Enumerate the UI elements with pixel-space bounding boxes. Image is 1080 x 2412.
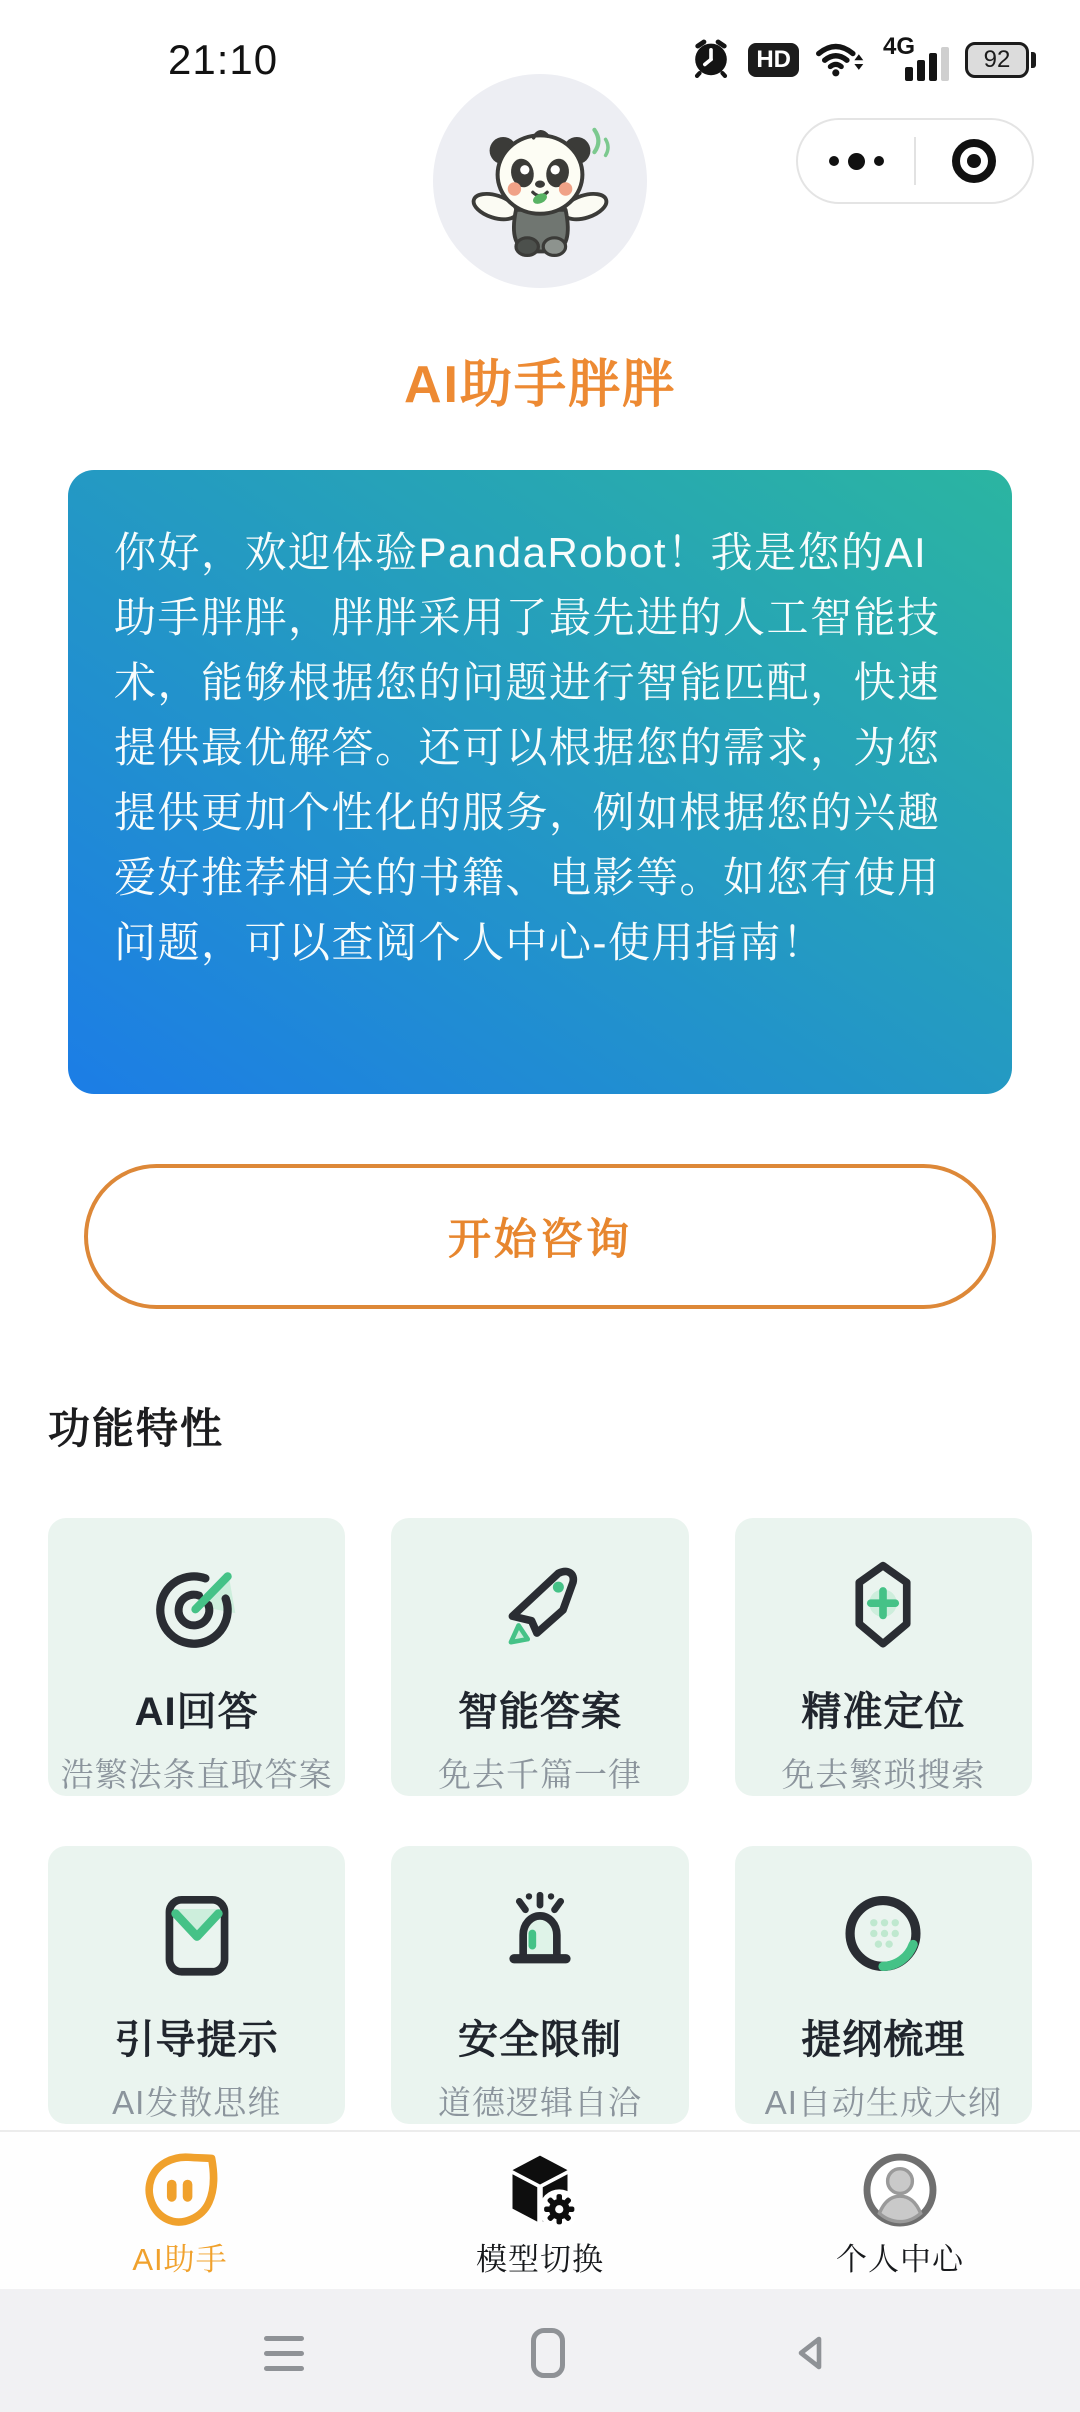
feature-title: 安全限制 — [457, 2018, 622, 2062]
more-dots-icon[interactable] — [798, 120, 914, 202]
wifi-icon — [815, 37, 867, 84]
tab-ai-assistant[interactable] — [0, 2132, 360, 2289]
welcome-text: 你好，欢迎体验PandaRobot！我是您的AI助手胖胖，胖胖采用了最先进的人工智能技术，能够根据您的问题进行智能匹配，快速提供最优解答。还可以根据您的需求，为您提供更加个性化的服务，例如根据您的兴趣爱好推荐相关的书籍、电影等。如您有使用问题，可以查阅个人中心-使用指南！ — [114, 529, 941, 966]
feature-card-outline[interactable] — [735, 1846, 1032, 2124]
target-dot-icon[interactable] — [916, 120, 1032, 202]
feature-card-smart-answer[interactable] — [391, 1518, 688, 1796]
target-pencil-icon — [141, 1558, 253, 1656]
tab-bar — [0, 2130, 1080, 2289]
avatar — [433, 74, 647, 288]
back-icon[interactable] — [786, 2327, 838, 2379]
feature-title: 精准定位 — [801, 1690, 966, 1734]
home-icon[interactable] — [522, 2327, 574, 2379]
cube-gear-icon — [496, 2146, 584, 2234]
feature-subtitle: 道德逻辑自洽 — [437, 2084, 642, 2121]
signal-bars — [883, 33, 949, 83]
feature-subtitle: AI自动生成大纲 — [764, 2084, 1002, 2121]
feature-card-safety-limit[interactable] — [391, 1846, 688, 2124]
alarm-clock-icon — [690, 37, 732, 84]
android-nav-bar — [0, 2289, 1080, 2412]
miniprogram-capsule — [796, 118, 1034, 204]
outline-circle-icon — [827, 1886, 939, 1984]
feature-card-ai-answer[interactable] — [48, 1518, 345, 1796]
feature-subtitle: 浩繁法条直取答案 — [60, 1756, 333, 1793]
clock-time: 21:10 — [168, 36, 279, 83]
paper-rocket-icon — [484, 1558, 596, 1656]
feature-title: 智能答案 — [457, 1690, 622, 1734]
features-grid — [48, 1518, 1032, 2124]
user-circle-icon — [856, 2146, 944, 2234]
tab-label: 模型切换 — [476, 2242, 604, 2277]
feature-card-precise-locate[interactable] — [735, 1518, 1032, 1796]
recents-icon[interactable] — [258, 2327, 310, 2379]
hexagon-plus-icon — [827, 1558, 939, 1656]
feature-subtitle: 免去千篇一律 — [437, 1756, 642, 1793]
page-title: AI助手胖胖 — [403, 356, 676, 414]
envelope-check-icon — [141, 1886, 253, 1984]
battery-icon — [965, 42, 1036, 78]
start-consult-button[interactable] — [84, 1164, 996, 1309]
siren-icon — [484, 1886, 596, 1984]
tab-model-switch[interactable] — [360, 2132, 720, 2289]
feature-subtitle: 免去繁琐搜索 — [781, 1756, 986, 1793]
tab-personal-center[interactable] — [720, 2132, 1080, 2289]
feature-title: 提纲梳理 — [801, 2018, 966, 2062]
battery-percent: 92 — [983, 46, 1011, 73]
welcome-card — [68, 470, 1012, 1094]
features-section-title: 功能特性 — [48, 1405, 225, 1452]
status-icons — [690, 33, 1036, 84]
feature-subtitle: AI发散思维 — [112, 2084, 282, 2121]
tab-label: 个人中心 — [836, 2242, 964, 2277]
feature-title: AI回答 — [134, 1690, 259, 1734]
tab-label: AI助手 — [132, 2242, 228, 2277]
feature-title: 引导提示 — [114, 2018, 279, 2062]
hd-badge: HD — [748, 43, 799, 77]
ai-bubble-icon — [136, 2146, 224, 2234]
feature-card-guide-tips[interactable] — [48, 1846, 345, 2124]
network-type: 4G — [883, 33, 916, 60]
start-consult-label: 开始咨询 — [448, 1216, 632, 1264]
panda-illustration — [460, 101, 620, 261]
